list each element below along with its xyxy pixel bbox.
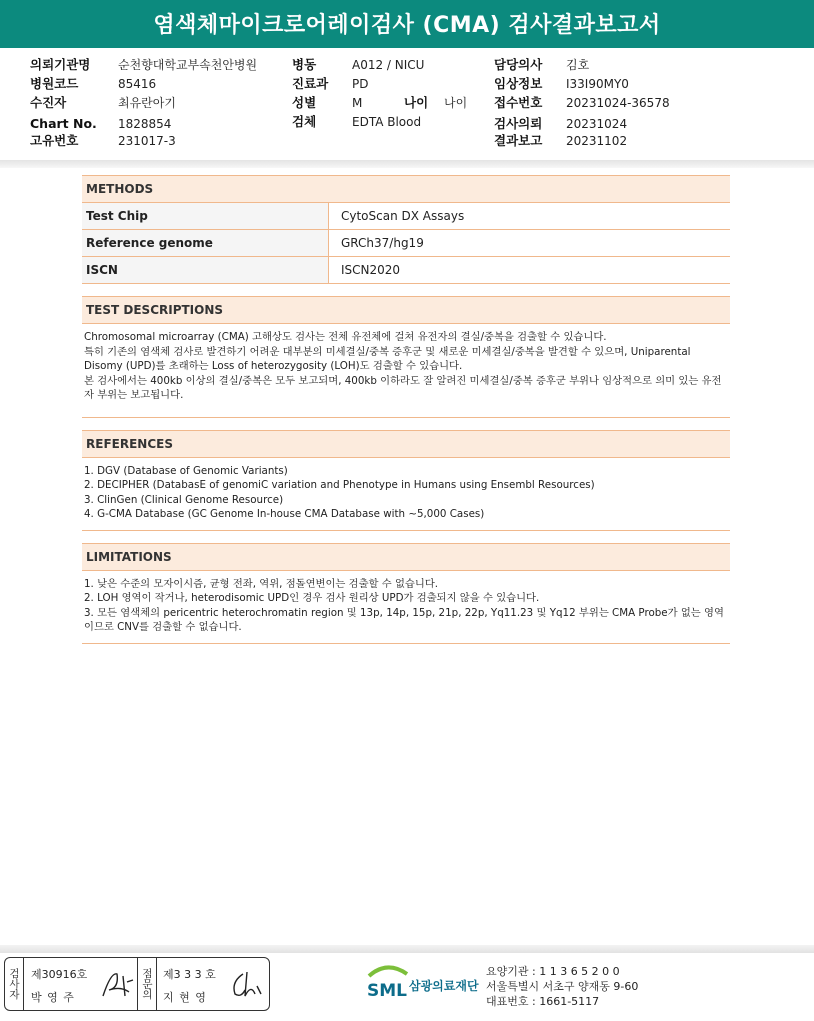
examiner-license: 제30916호 <box>31 968 88 981</box>
patient-info-header <box>0 52 814 158</box>
header-value: PD <box>352 77 369 91</box>
methods-key: ISCN <box>82 257 329 284</box>
list-item: 2. DECIPHER (DatabasE of genomiC variation and Phenotype in Humans using Ensembl Resources) <box>84 479 595 491</box>
list-item: 1. DGV (Database of Genomic Variants) <box>84 464 288 477</box>
header-value: 231017-3 <box>118 134 176 148</box>
methods-value: CytoScan DX Assays <box>329 203 731 230</box>
references-list <box>82 458 730 531</box>
test-descriptions-text <box>82 324 730 418</box>
institution-number: 요양기관 : 1 1 3 6 5 2 0 0 <box>486 965 620 978</box>
list-item: 4. G-CMA Database (GC Genome In-house CMA Database with ~5,000 Cases) <box>84 508 485 520</box>
header-label: 검체 <box>292 114 317 129</box>
header-label: 의뢰기관명 <box>30 57 91 72</box>
list-item: 3. ClinGen (Clinical Genome Resource) <box>84 493 284 506</box>
company-name: 삼광의료재단 <box>409 979 479 993</box>
header-value: 85416 <box>118 77 157 91</box>
table-row <box>82 257 730 284</box>
header-label: 진료과 <box>292 76 329 91</box>
header-value: A012 / NICU <box>352 58 425 72</box>
header-label: 임상정보 <box>494 76 543 91</box>
header-label: 병원코드 <box>30 76 79 91</box>
list-item: 1. 낮은 수준의 모자이시즘, 균형 전좌, 역위, 점돌연변이는 검출할 수 없습니다. <box>84 577 439 590</box>
header-value: 김호 <box>566 58 590 72</box>
company-phone: 대표번호 : 1661-5117 <box>486 995 600 1008</box>
header-label: 나이 <box>404 95 429 110</box>
header-value: I33I90MY0 <box>566 77 629 91</box>
examiner-name: 박 영 주 <box>31 991 75 1004</box>
table-row <box>82 230 730 257</box>
header-label: 담당의사 <box>494 57 543 72</box>
header-label: 병동 <box>292 57 317 72</box>
limitations-heading: LIMITATIONS <box>82 543 730 571</box>
reviewer-label: 점문의 <box>137 958 157 1010</box>
reviewer-name: 지 현 영 <box>163 991 207 1004</box>
methods-table <box>82 203 730 284</box>
examiner-signature-icon <box>99 968 135 1002</box>
list-item: 3. 모든 염색체의 pericentric heterochromatin region 및 13p, 14p, 15p, 21p, 22p, Yq11.23 및 Yq12 부위는 CMA Probe가 없는 영역이므로 CNV를 검출할 수 없습니다. <box>84 606 724 633</box>
header-label: 고유번호 <box>30 133 79 148</box>
methods-value: ISCN2020 <box>329 257 731 284</box>
methods-heading: METHODS <box>82 175 730 203</box>
signature-box <box>4 957 270 1011</box>
header-value: 20231102 <box>566 134 628 148</box>
header-value: 순천향대학교부속천안병원 <box>118 58 258 72</box>
header-value: EDTA Blood <box>352 115 422 129</box>
report-body <box>82 175 730 644</box>
references-heading: REFERENCES <box>82 430 730 458</box>
header-value: M <box>352 96 363 110</box>
methods-key: Reference genome <box>82 230 329 257</box>
header-value: 20231024 <box>566 117 628 131</box>
methods-key: Test Chip <box>82 203 329 230</box>
methods-value: GRCh37/hg19 <box>329 230 731 257</box>
header-label: 성별 <box>292 95 317 110</box>
test-descriptions-heading: TEST DESCRIPTIONS <box>82 296 730 324</box>
header-value: 1828854 <box>118 117 172 131</box>
limitations-list <box>82 571 730 644</box>
paragraph-line: Chromosomal microarray (CMA) 고해상도 검사는 전체 유전체에 걸쳐 유전자의 결실/중복을 검출할 수 있습니다. <box>84 331 607 343</box>
company-address: 서울특별시 서초구 양재동 9-60 <box>486 980 639 993</box>
reviewer-signature-icon <box>227 968 265 1002</box>
header-label: 접수번호 <box>494 95 543 110</box>
logo-text: SML <box>367 981 407 1001</box>
header-label: 수진자 <box>30 95 67 110</box>
company-address-block <box>486 964 638 1009</box>
title-bar <box>0 0 814 48</box>
paragraph-line: 본 검사에서는 400kb 이상의 결실/중복은 모두 보고되며, 400kb 이하라도 잘 알려진 미세결실/중복 증후군 부위나 임상적으로 의미 있는 유전자 부위는 보고됩니다. <box>84 374 722 401</box>
header-label: 검사의뢰 <box>494 116 543 131</box>
examiner-label: 검사자 <box>5 958 24 1010</box>
header-value: 최유란아기 <box>118 96 176 110</box>
paragraph-line: 특히 기존의 염색체 검사로 발견하기 어려운 대부분의 미세결실/중복 증후군 및 새로운 미세결실/중복을 발견할 수 있으며, Uniparental Disomy (UPD)를 초래하는 Loss of heterozygosity (LOH)도 검출할 수 있습니다. <box>84 345 691 372</box>
report-title: 염색체마이크로어레이검사 (CMA) 검사결과보고서 <box>153 13 661 38</box>
header-value: 나이 <box>444 96 468 110</box>
table-row <box>82 203 730 230</box>
header-label: 결과보고 <box>494 133 543 148</box>
header-value: 20231024-36578 <box>566 96 670 110</box>
footer-divider <box>0 945 814 953</box>
reviewer-license: 제3 3 3 호 <box>163 968 216 981</box>
list-item: 2. LOH 영역이 작거나, heterodisomic UPD인 경우 검사 원리상 UPD가 검출되지 않을 수 있습니다. <box>84 592 540 604</box>
header-label: Chart No. <box>30 116 97 131</box>
header-divider <box>0 160 814 168</box>
sml-logo-icon <box>365 962 411 1002</box>
